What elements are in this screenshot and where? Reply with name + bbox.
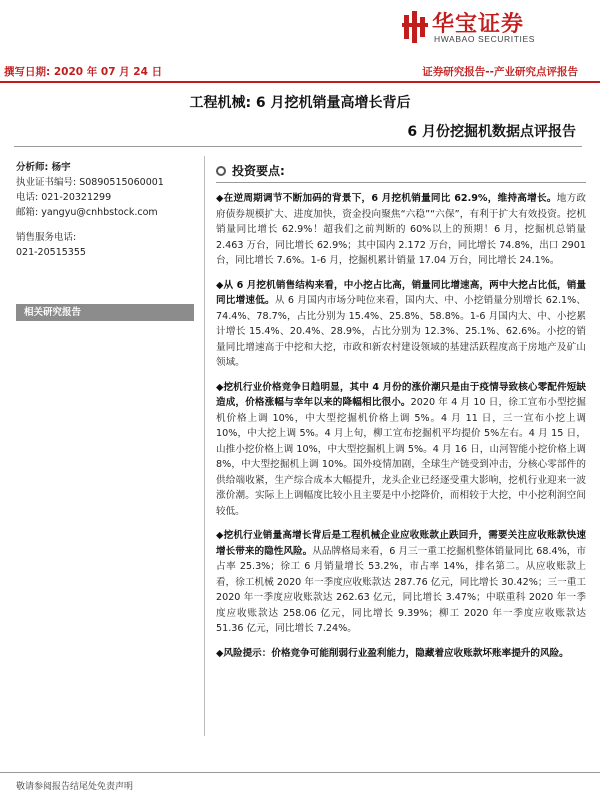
page-title: 工程机械: 6 月挖机销量高增长背后 [189,95,411,111]
related-reports-tag: 相关研究报告 [16,304,194,321]
paragraph [216,646,586,662]
target-bullet-icon [216,166,226,176]
paragraph-lead: ◆风险提示：价格竞争可能削弱行业盈利能力，隐藏着应收账款坏账率提升的风险。 [216,647,569,659]
disclaimer-note: 敬请参阅报告结尾处免责声明 [16,782,134,792]
header-divider [0,81,600,83]
title-divider [14,146,582,147]
main-content [216,160,586,670]
brand-name-en: HWABAO SECURITIES [434,34,536,44]
section-title: 投资要点: [232,164,285,178]
paragraph [216,380,586,520]
sales-label: 销售服务电话: [16,232,77,243]
report-series: 证券研究报告--产业研究点评报告 [422,66,578,78]
paragraph-lead: ◆挖机行业价格竞争日趋明显，其中 4 月份的涨价潮只是由于疫情导致核心零配件短缺造成，价格涨幅与幸年以来的降幅相比很小。 [216,381,586,408]
header-bar [0,62,600,80]
analyst-email[interactable]: 邮箱: yangyu@cnhbstock.com [16,207,158,218]
paragraph-body: 2020 年 4 月 10 日，徐工宣布小型挖掘机价格上调 10%，中大型挖掘机价格上调 5%。4 月 11 日，三一宣布小挖上调 10%，中大挖上调 5%。4 月上旬，柳工宣布挖掘机平均提价 5%左右。4 月 15 日，山推小挖价格上调 10%，中大型挖掘机上调 5%。4 月 16 日，山河智能小挖价格上调 8%，中大型挖掘机上调 10%。国外疫情加剧，全球生产链受到冲击，分核心零部件的供给端收紧，生产综合成本大幅提升，龙头企业已经逐受重大影响，挖机行业迎来一波涨价潮。实际上上调幅度比较小且主要是中小挖降价，而相较于大挖，中小挖利润空间较低。 [216,397,587,517]
analyst-name: 分析师: 杨宇 [16,162,71,173]
brand-name-cn: 华宝证券 [432,12,525,37]
analyst-license: 执业证书编号: S0890515060001 [16,177,164,188]
section-divider [216,182,586,183]
paragraph-body: 从品牌格局来看，6 月三一重工挖掘机整体销量同比 68.4%，市占率 25.3%；徐工 6 月销量增长 53.2%，市占率 14%，排名第二。从应收账款上看，徐工机械 2020 年一季度应收账款达 287.76 亿元，同比增长 30.42%；三一重工 2020 年一季度应收账款达 262.63 亿元，同比增长 3.47%；中联重科 2020 年一季度应收账款达 258.06 亿元，同比增长 9.39%；柳工 2020 年一季度应收账款达 51.36 亿元，同比增长 7.24%。 [216,545,586,634]
sales-phone: 021-20515355 [16,247,86,258]
paragraph-lead: ◆在逆周期调节不断加码的背景下，6 月挖机销量同比 62.9%，维持高增长。 [216,193,557,204]
paragraph [216,191,586,269]
paragraph-body: 地方政府债券规模扩大、进度加快，资金投向聚焦“六稳”“六保”，有利于扩大有效投资。挖机销量同比增长 62.9%！超我们之前判断的 60%以上的预期！6 月，挖掘机总销量 2.463 万台，同比增长 62.9%；其中国内 2.172 万台，同比增长 74.8%，出口 2901 台，同比增长 7.6%。1-6 月，挖掘机累计销量 17.04 万台，同比增长 24.1%。 [216,193,587,266]
paragraph-body: 从 6 月国内市场分吨位来看，国内大、中、小挖销量分别增长 62.1%、74.4%、78.7%，占比分别为 15.4%、25.8%、58.8%。1-6 月国内大、中、小挖累计增长 15.4%、20.4%、28.9%，占比分别为 12.3%、25.1%、62.6%。小挖的销量同比增速高于中挖和大挖，市政和新农村建设领域的基建活跃程度高于房地产及矿山领域。 [216,295,586,368]
page-subtitle: 6 月份挖掘机数据点评报告 [407,124,576,140]
paragraph [216,528,586,637]
brand-logo [402,9,578,45]
column-divider [204,156,205,736]
paragraph-lead: ◆挖机行业销量高增长背后是工程机械企业应收账款止跌回升，需要关注应收账款快速增长带来的隐性风险。 [216,530,586,557]
analyst-sidebar [16,160,196,260]
paragraph-lead: ◆从 6 月挖机销售结构来看，中小挖占比高，销量同比增速高，两中大挖占比低，销量同比增速低。 [216,279,586,306]
report-date: 撰写日期: 2020 年 07 月 24 日 [4,66,163,78]
paragraph [216,278,586,371]
section-heading [216,160,586,182]
footer-divider [0,772,600,773]
analyst-phone: 电话: 021-20321299 [16,192,112,203]
